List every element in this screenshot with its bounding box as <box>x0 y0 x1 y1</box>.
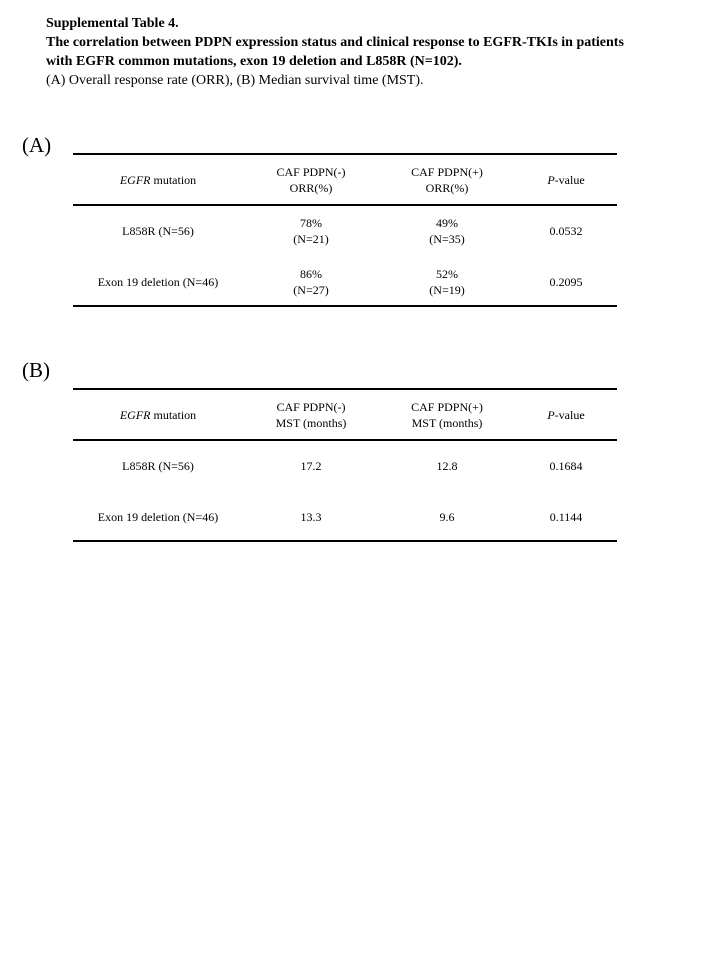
table-b <box>73 388 617 543</box>
table-b-top-rule <box>73 388 617 390</box>
table-a-top-rule <box>73 153 617 155</box>
table-a-header-rule <box>73 204 617 206</box>
table-b-row2-neg: 13.3 <box>300 510 322 524</box>
table-a-row2-mutation: Exon 19 deletion (N=46) <box>97 275 219 289</box>
caption-title: Supplemental Table 4. <box>46 16 179 31</box>
table-b-header-neg: CAF PDPN(-) MST (months) <box>275 400 347 430</box>
table-a-row2-pos: 52% (N=19) <box>429 267 465 297</box>
table-b-row2-pvalue: 0.1144 <box>549 510 583 524</box>
table-a-header-mutation: EGFR mutation <box>119 173 197 187</box>
table-a-row2-pvalue: 0.2095 <box>549 275 583 289</box>
caption-description-line1: The correlation between PDPN expression status and clinical response to EGFR-TKIs in patients <box>46 35 624 50</box>
table-a <box>73 153 617 308</box>
panel-b-label: (B) <box>22 358 50 382</box>
table-a-row2-neg: 86% (N=27) <box>293 267 329 297</box>
table-b-row1-pos: 12.8 <box>436 459 458 473</box>
table-b-row1-pvalue: 0.1684 <box>549 459 583 473</box>
table-a-header-neg: CAF PDPN(-) ORR(%) <box>276 165 346 195</box>
table-a-row1-pvalue: 0.0532 <box>549 224 583 238</box>
table-b-header-pvalue: P-value <box>547 408 585 422</box>
table-b-row2-mutation: Exon 19 deletion (N=46) <box>97 510 219 524</box>
table-a-header-pvalue: P-value <box>547 173 585 187</box>
table-b-header-mutation: EGFR mutation <box>119 408 197 422</box>
table-caption <box>46 14 714 90</box>
table-b-row2-pos: 9.6 <box>439 510 455 524</box>
table-b-row1-neg: 17.2 <box>300 459 322 473</box>
table-b-row1-mutation: L858R (N=56) <box>122 459 194 473</box>
table-a-row1-neg: 78% (N=21) <box>293 216 329 246</box>
panel-a-label: (A) <box>22 133 52 157</box>
caption-description-line2: with EGFR common mutations, exon 19 deletion and L858R (N=102). <box>46 54 462 69</box>
table-a-row1-pos: 49% (N=35) <box>429 216 465 246</box>
table-a-header-pos: CAF PDPN(+) ORR(%) <box>411 165 483 195</box>
table-b-header-rule <box>73 439 617 441</box>
caption-subtitle: (A) Overall response rate (ORR), (B) Median survival time (MST). <box>46 73 424 88</box>
table-a-row1-mutation: L858R (N=56) <box>122 224 194 238</box>
table-a-bottom-rule <box>73 305 617 307</box>
table-b-bottom-rule <box>73 540 617 542</box>
table-b-header-pos: CAF PDPN(+) MST (months) <box>411 400 483 430</box>
